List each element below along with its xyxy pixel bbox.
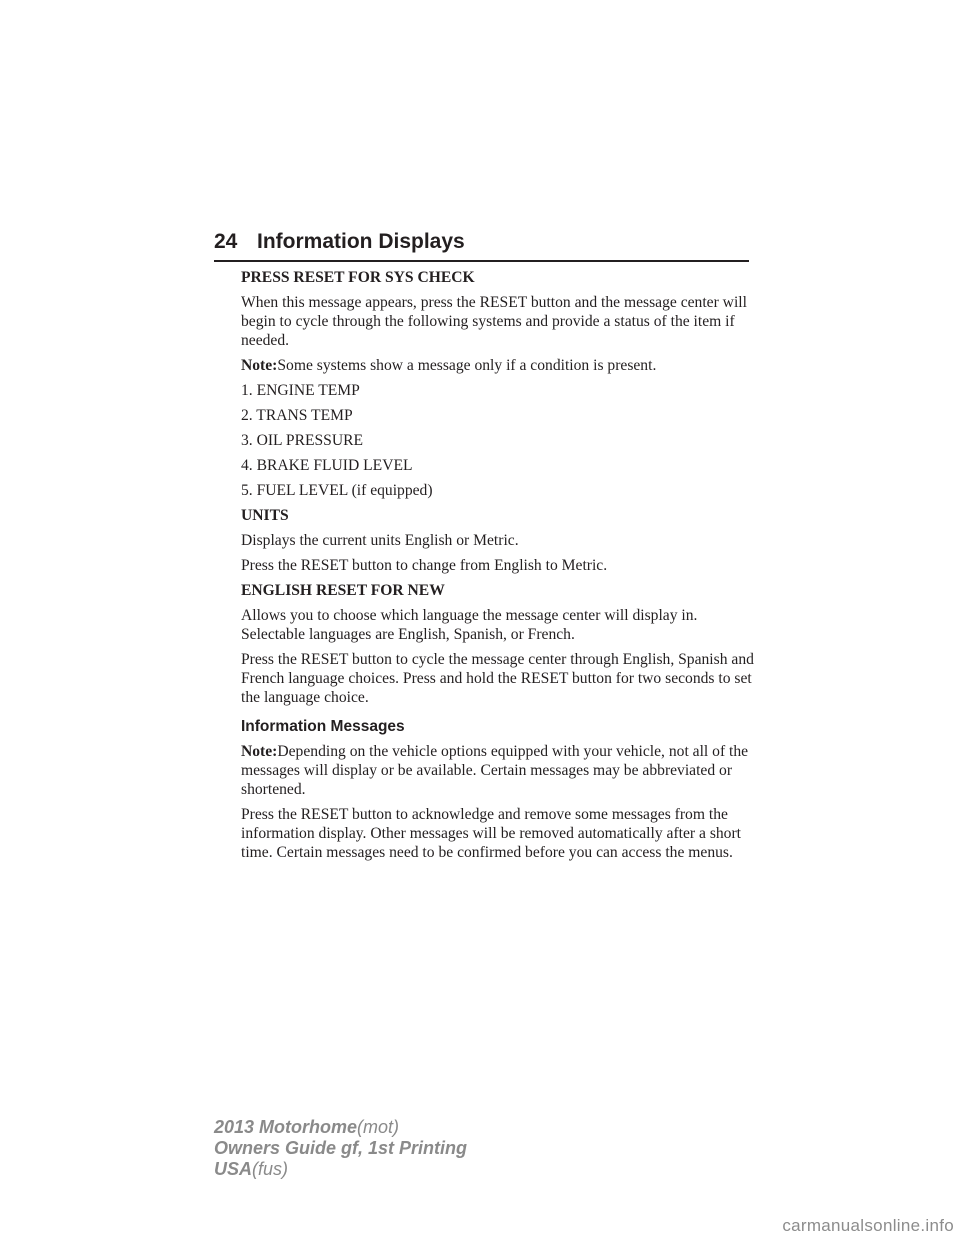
units-body: Displays the current units English or Metric. bbox=[241, 532, 519, 549]
list-item: 1. ENGINE TEMP bbox=[241, 382, 360, 399]
footer-line bbox=[214, 1117, 467, 1138]
note-paragraph bbox=[241, 742, 761, 799]
footer-line: Owners Guide gf, 1st Printing bbox=[214, 1138, 468, 1158]
list-item: 3. OIL PRESSURE bbox=[241, 432, 364, 449]
language-body: Press the RESET button to cycle the message center through English, Spanish and French language choices. Press and hold the RESET button for two seconds to set the language choice. bbox=[241, 651, 754, 706]
note-text: Some systems show a message only if a condition is present. bbox=[277, 357, 657, 374]
language-body: Allows you to choose which language the message center will display in. Selectable languages are English, Spanish, or French. bbox=[241, 607, 698, 643]
note-label: Note: bbox=[241, 743, 278, 760]
info-messages-body: Press the RESET button to acknowledge and remove some messages from the information display. Other messages will be removed automatically after a short time. Certain messages need to be confirmed before you can access the menus. bbox=[241, 806, 742, 861]
language-heading: ENGLISH RESET FOR NEW bbox=[241, 582, 445, 599]
footer-model-code: (mot) bbox=[357, 1117, 400, 1137]
note-text: Depending on the vehicle options equipped with your vehicle, not all of the messages will display or be available. Certain messages may be abbreviated or shortened. bbox=[241, 743, 749, 798]
units-heading: UNITS bbox=[241, 507, 289, 524]
print-footer bbox=[214, 1117, 467, 1180]
units-body: Press the RESET button to change from English to Metric. bbox=[241, 557, 608, 574]
footer-market: USA bbox=[214, 1159, 253, 1179]
note-label: Note: bbox=[241, 357, 278, 374]
info-messages-heading: Information Messages bbox=[241, 718, 405, 735]
list-item: 2. TRANS TEMP bbox=[241, 407, 353, 424]
sys-check-heading: PRESS RESET FOR SYS CHECK bbox=[241, 269, 475, 286]
sys-check-body: When this message appears, press the RESET button and the message center will begin to cycle through the following systems and provide a status of the item if needed. bbox=[241, 294, 747, 349]
page-header bbox=[214, 228, 749, 262]
list-item: 4. BRAKE FLUID LEVEL bbox=[241, 457, 413, 474]
watermark: carmanualsonline.info bbox=[782, 1216, 954, 1235]
page-number: 24 bbox=[214, 230, 238, 253]
page-content bbox=[241, 268, 761, 868]
footer-line bbox=[214, 1159, 467, 1180]
footer-model: 2013 Motorhome bbox=[214, 1117, 358, 1137]
footer-market-code: (fus) bbox=[252, 1159, 289, 1179]
note-paragraph bbox=[241, 356, 761, 375]
section-title: Information Displays bbox=[257, 230, 465, 253]
list-item: 5. FUEL LEVEL (if equipped) bbox=[241, 482, 433, 499]
